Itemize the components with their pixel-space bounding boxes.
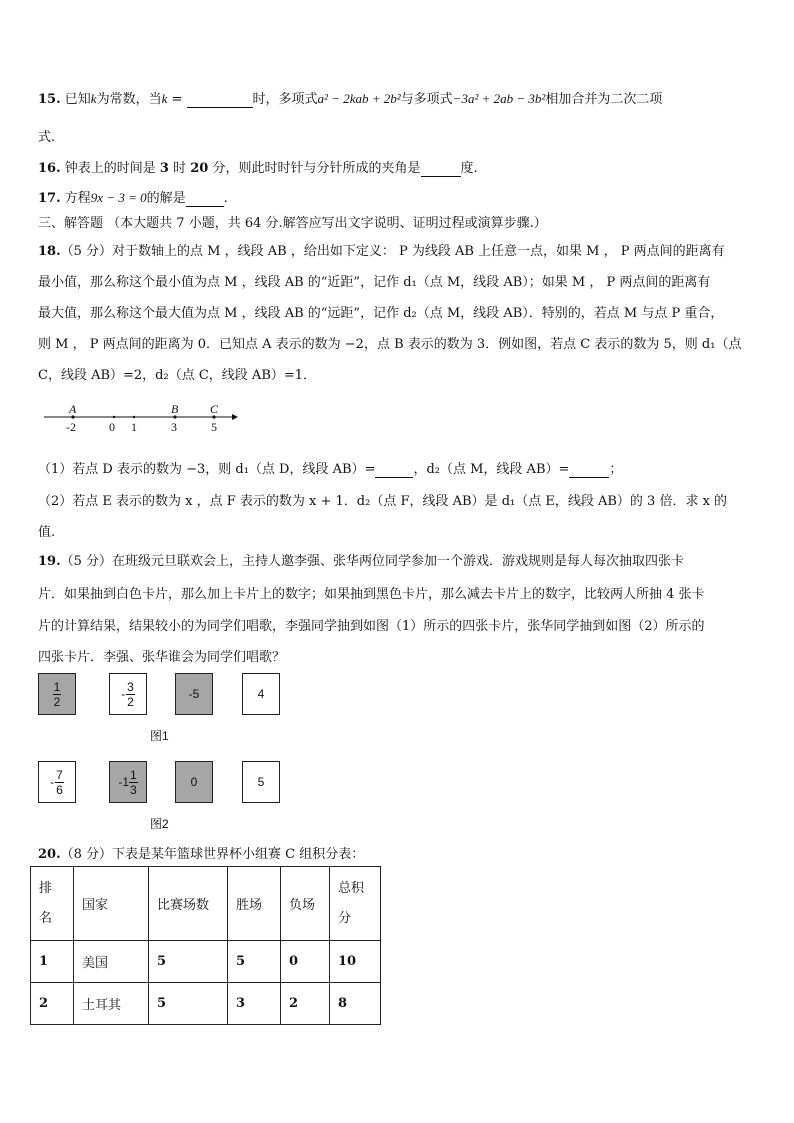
q18-part1 bbox=[38, 458, 622, 478]
q18-part1-text: （1）若点 D 表示的数为 −3，则 d₁（点 D，线段 AB）= bbox=[38, 462, 376, 477]
number-line-tick-label: 5 bbox=[211, 420, 217, 434]
fig1-card-white bbox=[109, 673, 147, 715]
table-cell: 8 bbox=[330, 983, 381, 1025]
fig2-caption: 图2 bbox=[150, 817, 169, 831]
card-denominator: 6 bbox=[56, 782, 63, 797]
fig1-card-black bbox=[38, 673, 76, 715]
q15-text: 为常数，当 bbox=[96, 92, 162, 107]
q16-text: 分，则此时时针与分针所成的夹角是 bbox=[212, 161, 421, 176]
table-cell: 3 bbox=[228, 983, 281, 1025]
q18-line3: 最大值，那么称这个最大值为点 M ，线段 AB 的“远距”，记作 d₂（点 M，线段 AB）．特别的，若点 M 与点 P 重合， bbox=[38, 306, 724, 321]
q17-text: 方程 bbox=[64, 191, 91, 206]
number-line-point-0 bbox=[113, 416, 115, 418]
q20-score: （8 分） bbox=[60, 847, 113, 862]
q19-text: 在班级元旦联欢会上，主持人邀李强、张华两位同学参加一个游戏．游戏规则是每人每次抽取四张卡 bbox=[112, 554, 685, 569]
card-sign: - bbox=[121, 687, 126, 701]
q20-line bbox=[38, 843, 364, 862]
q18-part1-blank1[interactable] bbox=[375, 462, 413, 478]
q18-line2: 最小值，那么称这个最小值为点 M ，线段 AB 的“近距”，记作 d₁（点 M，线段 AB）；如果 M ， P 两点间的距离有 bbox=[38, 275, 711, 290]
table-cell: 土耳其 bbox=[74, 983, 149, 1025]
number-line-point-1 bbox=[133, 416, 135, 418]
card-denominator: 2 bbox=[53, 694, 61, 709]
q19-line2: 片．如果抽到白色卡片，那么加上卡片上的数字；如果抽到黑色卡片，那么减去卡片上的数字，比较两人所抽 4 张卡 bbox=[38, 587, 705, 602]
table-cell: 5 bbox=[149, 941, 228, 983]
fig1-card-white: 4 bbox=[242, 673, 280, 715]
table-row bbox=[31, 983, 381, 1025]
table-header: 胜场 bbox=[228, 867, 281, 941]
score-table bbox=[30, 866, 381, 1025]
number-line-tick-label: 1 bbox=[131, 420, 137, 434]
table-cell: 2 bbox=[31, 983, 74, 1025]
q15-text: 相加合并为二次二项 bbox=[545, 92, 663, 107]
q20-number: 20. bbox=[38, 847, 61, 862]
q18-number: 18. bbox=[38, 244, 61, 259]
q18-line4: 则 M ， P 两点间的距离为 0．已知点 A 表示的数为 −2，点 B 表示的数为 3．例如图，若点 C 表示的数为 5，则 d₁（点 bbox=[38, 337, 742, 352]
q17-text: 的解是 bbox=[146, 191, 186, 206]
q18-part2: （2）若点 E 表示的数为 x ，点 F 表示的数为 x + 1．d₂（点 F，线段 AB）是 d₁（点 E，线段 AB）的 3 倍．求 x 的 bbox=[38, 494, 728, 509]
q18-line5: C，线段 AB）=2，d₂（点 C，线段 AB）=1． bbox=[38, 368, 317, 383]
q15-number: 15. bbox=[38, 92, 61, 107]
card-denominator: 3 bbox=[130, 782, 137, 797]
table-cell: 2 bbox=[281, 983, 330, 1025]
q15-eq: = bbox=[167, 92, 187, 107]
card-numerator: 1 bbox=[53, 679, 61, 694]
section-title: 三、解答题 bbox=[38, 216, 104, 231]
q18-part1-blank2[interactable] bbox=[569, 462, 609, 478]
q19-line3: 片的计算结果，结果较小的为同学们唱歌，李强同学抽到如图（1）所示的四张卡片，张华同学抽到如图（2）所示的 bbox=[38, 619, 705, 634]
fig1-card-black: -5 bbox=[175, 673, 213, 715]
table-row bbox=[31, 941, 381, 983]
q16-line bbox=[38, 157, 478, 177]
q15-answer-blank[interactable] bbox=[187, 92, 253, 108]
table-cell: 1 bbox=[31, 941, 74, 983]
q19-line1 bbox=[38, 550, 684, 569]
card-numerator: 3 bbox=[127, 679, 134, 694]
q19-score: （5 分） bbox=[60, 554, 113, 569]
q18-part1-text: ，d₂（点 M，线段 AB）= bbox=[413, 462, 570, 477]
q18-score: （5 分） bbox=[60, 244, 113, 259]
card-sign: - bbox=[50, 775, 55, 789]
number-line-label-b: B bbox=[171, 402, 179, 416]
table-header-row bbox=[31, 867, 381, 941]
number-line-tick-label: 3 bbox=[171, 420, 177, 434]
q17-number: 17. bbox=[38, 191, 61, 206]
q17-text: . bbox=[223, 191, 228, 206]
fig2-card-black bbox=[109, 761, 147, 803]
table-cell: 5 bbox=[149, 983, 228, 1025]
q15-poly1: a² − 2kab + 2b² bbox=[317, 91, 401, 106]
q16-text: 时 bbox=[173, 161, 187, 176]
q15-text: 时，多项式 bbox=[252, 92, 318, 107]
fig2-card-black: 0 bbox=[175, 761, 213, 803]
q16-minute: 20 bbox=[190, 161, 209, 176]
card-numerator: 7 bbox=[56, 767, 63, 782]
section-note: （本大题共 7 小题，共 64 分.解答应写出文字说明、证明过程或演算步骤.） bbox=[107, 216, 547, 231]
table-cell: 美国 bbox=[74, 941, 149, 983]
card-whole: 1 bbox=[122, 775, 129, 789]
fig2-card-white bbox=[38, 761, 76, 803]
q15-text: 与多项式 bbox=[400, 92, 453, 107]
table-header: 国家 bbox=[74, 867, 149, 941]
fig2-card-white: 5 bbox=[242, 761, 280, 803]
q17-equation: 9x − 3 = 0 bbox=[90, 190, 147, 205]
q16-hour: 3 bbox=[159, 161, 169, 176]
table-header: 比赛场数 bbox=[149, 867, 228, 941]
card-denominator: 2 bbox=[127, 694, 134, 709]
table-cell: 10 bbox=[330, 941, 381, 983]
q16-text: 度. bbox=[460, 161, 478, 176]
table-cell: 5 bbox=[228, 941, 281, 983]
number-line-tick-label: -2 bbox=[66, 420, 76, 434]
number-line-tick-label: 0 bbox=[109, 420, 115, 434]
table-header: 负场 bbox=[281, 867, 330, 941]
q15-line1 bbox=[38, 88, 662, 108]
fig1-caption: 图1 bbox=[150, 729, 169, 743]
q15-line2: 式. bbox=[38, 130, 56, 145]
q15-var-k: k bbox=[90, 91, 97, 106]
q19-line4: 四张卡片．李强、张华谁会为同学们唱歌？ bbox=[38, 650, 286, 665]
q15-poly2: −3a² + 2ab − 3b² bbox=[452, 91, 546, 106]
q16-answer-blank[interactable] bbox=[421, 161, 461, 177]
table-header: 排名 bbox=[31, 867, 74, 941]
q18-part2-cont: 值. bbox=[38, 525, 56, 540]
number-line-label-a: A bbox=[69, 402, 77, 416]
q18-part1-text: ； bbox=[609, 462, 623, 477]
card-numerator: 1 bbox=[130, 767, 137, 782]
table-header: 总积分 bbox=[330, 867, 381, 941]
q17-line bbox=[38, 187, 228, 207]
q18-text: 对于数轴上的点 M ，线段 AB ，给出如下定义： P 为线段 AB 上任意一点，如果 M ， P 两点间的距离有 bbox=[112, 244, 725, 259]
number-line-label-c: C bbox=[210, 402, 219, 416]
card-sign: - bbox=[118, 775, 123, 789]
q16-text: 钟表上的时间是 bbox=[64, 161, 156, 176]
q15-text: 已知 bbox=[64, 92, 91, 107]
section-3-heading bbox=[38, 212, 547, 231]
table-cell: 0 bbox=[281, 941, 330, 983]
q15-var-k: k bbox=[161, 91, 168, 106]
q16-number: 16. bbox=[38, 161, 61, 176]
q18-line1 bbox=[38, 240, 725, 259]
q17-answer-blank[interactable] bbox=[186, 191, 224, 207]
q20-text: 下表是某年篮球世界杯小组赛 C 组积分表： bbox=[112, 847, 365, 862]
q19-number: 19. bbox=[38, 554, 61, 569]
